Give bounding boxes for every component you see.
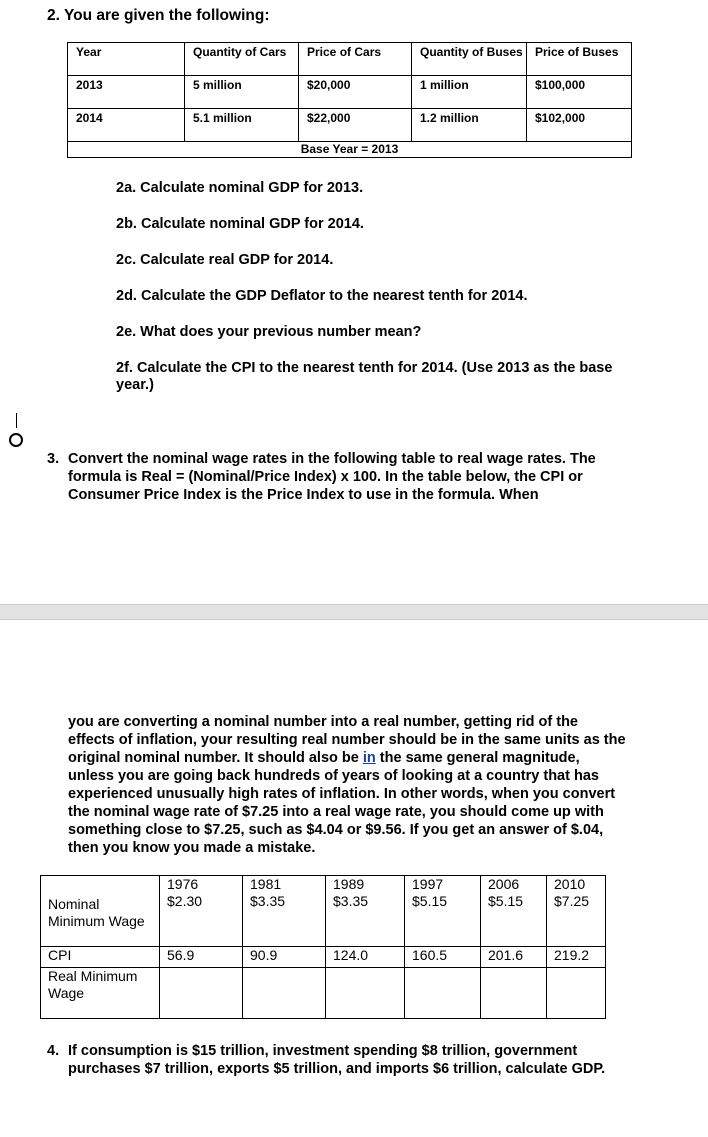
table-header-row [68, 43, 632, 76]
nominal-value: $5.15 [412, 893, 448, 909]
real-value-cell[interactable] [547, 968, 606, 1019]
cpi-value: 219.2 [547, 947, 606, 968]
table-row [68, 76, 632, 109]
question-3-text-b: the same general magnitude, unless you are going back hundreds of years of looking at a country that has experienced unusually high rates of inflation. In other words, when you convert the nominal wage rate of $7.25 into a real wage rate, you should come up with something close to $7.25, such as $4.04 or $9.56. If you get an answer of $.04, then you know you made a mistake. [68, 750, 616, 856]
table-cell: $20,000 [299, 76, 412, 109]
real-value-cell[interactable] [326, 968, 405, 1019]
question-2b: 2b. Calculate nominal GDP for 2014. [116, 216, 364, 232]
year-cell [405, 876, 481, 947]
table-cell: 1.2 million [412, 109, 527, 142]
table-cell: 5 million [185, 76, 299, 109]
year-cell [547, 876, 606, 947]
table-cell: 2013 [68, 76, 185, 109]
year-cell [326, 876, 405, 947]
year-cell [481, 876, 547, 947]
header-quantity-cars: Quantity of Cars [185, 43, 299, 76]
table-cell: 5.1 million [185, 109, 299, 142]
comment-marker-icon[interactable] [9, 433, 23, 447]
question-4-text: If consumption is $15 trillion, investment spending $8 trillion, government purchases $7 trillion, exports $5 trillion, and imports $6 trillion, calculate GDP. [68, 1043, 606, 1077]
year-label: 1981 [250, 876, 282, 892]
nominal-value: $3.35 [250, 893, 286, 909]
header-quantity-buses: Quantity of Buses [412, 43, 527, 76]
table-row-nominal [41, 876, 606, 947]
question-3-number: 3. [47, 451, 60, 467]
base-year-row [68, 142, 632, 158]
question-3 [47, 450, 647, 504]
comment-marker-line [16, 413, 17, 428]
page-break-band [0, 604, 708, 620]
year-cell [160, 876, 243, 947]
year-label: 1976 [167, 876, 199, 892]
table-cell: 1 million [412, 76, 527, 109]
table-cell: $102,000 [527, 109, 632, 142]
year-label: 2006 [488, 876, 520, 892]
nominal-value: $7.25 [554, 893, 590, 909]
year-label: 2010 [554, 876, 586, 892]
nominal-value: $2.30 [167, 893, 203, 909]
link-in[interactable]: in [362, 750, 376, 766]
cpi-value: 160.5 [405, 947, 481, 968]
table-cell: $100,000 [527, 76, 632, 109]
cpi-value: 56.9 [160, 947, 243, 968]
header-year: Year [68, 43, 185, 76]
header-price-buses: Price of Buses [527, 43, 632, 76]
cpi-value: 124.0 [326, 947, 405, 968]
table-row [68, 109, 632, 142]
question-2d: 2d. Calculate the GDP Deflator to the nearest tenth for 2014. [116, 288, 528, 304]
question-4-number: 4. [47, 1043, 60, 1059]
table-row-real [41, 968, 606, 1019]
wage-table [40, 875, 606, 1019]
question-3-text-a: you are converting a nominal number into a real number, getting rid of the effects of inflation, your resulting real number should be in the same units as the original nominal number. It should also be [68, 714, 626, 766]
real-value-cell[interactable] [481, 968, 547, 1019]
goods-table [67, 42, 632, 158]
question-2f: 2f. Calculate the CPI to the nearest tenth for 2014. (Use 2013 as the base year.) [116, 360, 613, 393]
real-label: Real Minimum Wage [41, 968, 160, 1019]
cpi-value: 90.9 [243, 947, 326, 968]
nominal-value: $3.35 [333, 893, 369, 909]
question-3-text-part1: Convert the nominal wage rates in the following table to real wage rates. The formula is Real = (Nominal/Price Index) x 100. In the table below, the CPI or Consumer Price Index is the Price Index to use in the formula. When [68, 451, 596, 503]
question-2-title: 2. You are given the following: [47, 7, 270, 24]
cpi-value: 201.6 [481, 947, 547, 968]
question-3-text-part2 [68, 713, 628, 857]
table-row-cpi [41, 947, 606, 968]
table-cell: 2014 [68, 109, 185, 142]
real-value-cell[interactable] [405, 968, 481, 1019]
real-value-cell[interactable] [160, 968, 243, 1019]
nominal-label: Nominal Minimum Wage [41, 876, 160, 947]
nominal-value: $5.15 [488, 893, 524, 909]
year-label: 1997 [412, 876, 444, 892]
question-4 [47, 1042, 647, 1078]
question-2c: 2c. Calculate real GDP for 2014. [116, 252, 334, 268]
header-price-cars: Price of Cars [299, 43, 412, 76]
year-cell [243, 876, 326, 947]
table-cell: $22,000 [299, 109, 412, 142]
question-2a: 2a. Calculate nominal GDP for 2013. [116, 180, 364, 196]
real-value-cell[interactable] [243, 968, 326, 1019]
question-2e: 2e. What does your previous number mean? [116, 324, 422, 340]
cpi-label: CPI [41, 947, 160, 968]
year-label: 1989 [333, 876, 365, 892]
base-year-note: Base Year = 2013 [68, 142, 632, 158]
